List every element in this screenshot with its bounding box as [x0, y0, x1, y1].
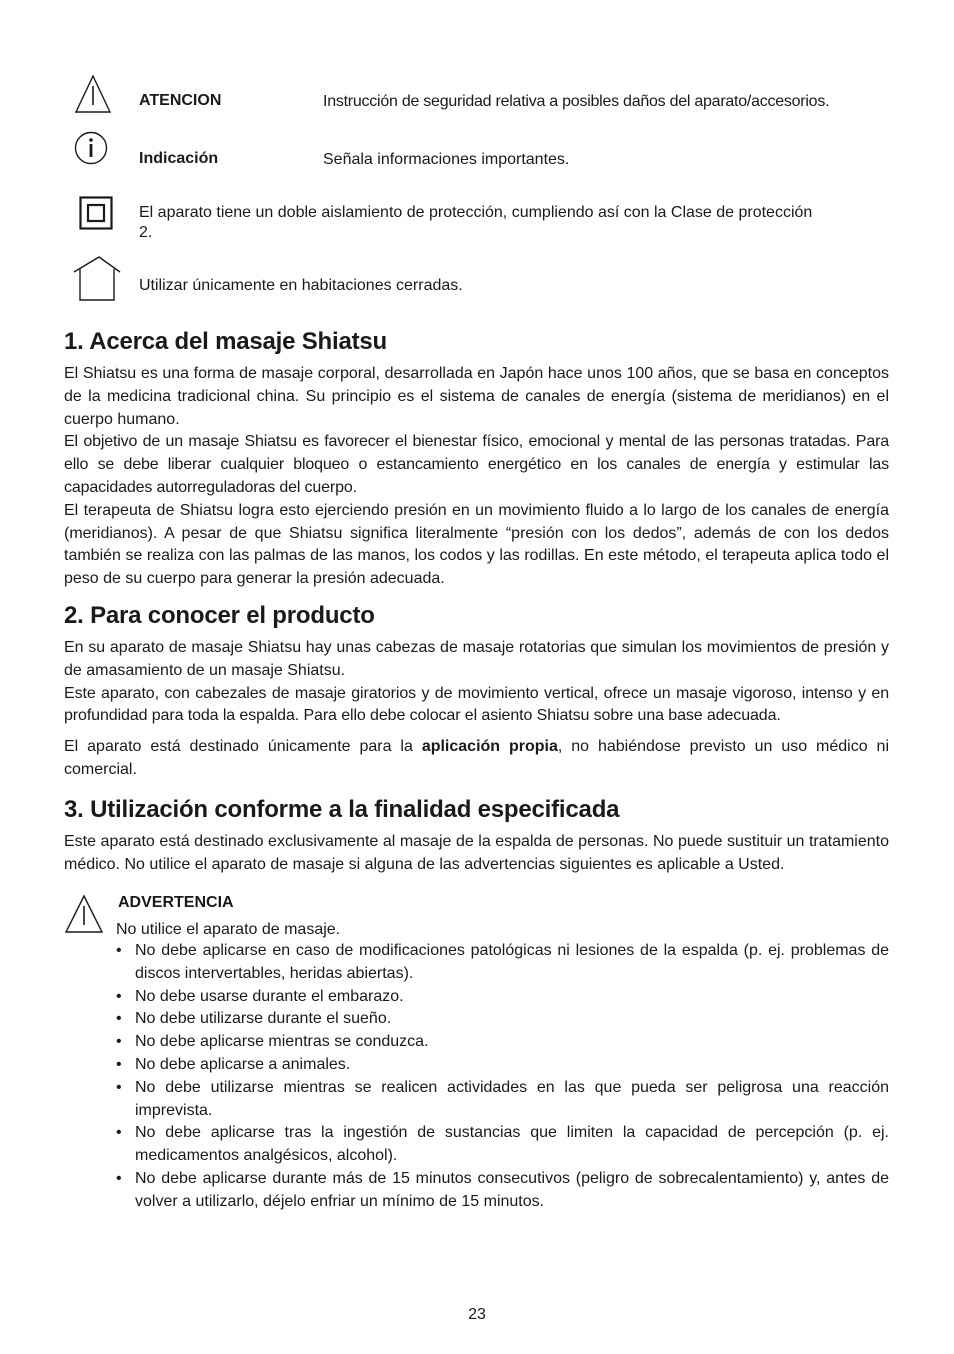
warning-list — [116, 940, 889, 1214]
section-1-body — [64, 363, 889, 591]
warning-list-item: • No debe utilizarse mientras se realicen actividades en las que pueda ser peligrosa una reacción imprevista. — [116, 1077, 889, 1123]
warning-list-item: • No debe aplicarse mientras se conduzca. — [116, 1031, 889, 1054]
section-1-heading: 1. Acerca del masaje Shiatsu — [64, 328, 388, 355]
warning-triangle-icon — [74, 74, 112, 114]
section-1-paragraph: El Shiatsu es una forma de masaje corporal, desarrollada en Japón hace unos 100 años, que se basa en conceptos de la medicina tradicional china. Su principio es el sistema de canales de energía (sistema de meridianos) en el cuerpo humano. — [64, 365, 889, 428]
warning-title: ADVERTENCIA — [118, 894, 234, 911]
section-2-body — [64, 637, 889, 782]
usage-text-before: El aparato está destinado únicamente para la — [64, 738, 422, 756]
section-3-body — [64, 831, 889, 877]
warning-list-item: • No debe usarse durante el embarazo. — [116, 986, 889, 1009]
warning-list-item: • No debe utilizarse durante el sueño. — [116, 1008, 889, 1031]
warning-list-item: • No debe aplicarse durante más de 15 minutos consecutivos (peligro de sobrecalentamiento) y, antes de volver a utilizarlo, déjelo enfriar un mínimo de 15 minutos. — [116, 1168, 889, 1214]
usage-text-bold: aplicación propia — [421, 738, 558, 756]
indoor-house-text: Utilizar únicamente en habitaciones cerradas. — [139, 277, 463, 294]
indicacion-text: Señala informaciones importantes. — [323, 151, 570, 168]
section-1-paragraph: El terapeuta de Shiatsu logra esto ejerciendo presión en un movimiento fluido a lo largo de los canales de energía (meridianos). A pesar de que Shiatsu significa literalmente “presión con los dedos”, además de con los dedos también se realiza con las palmas de las manos, los codos y las rodillas. En este método, el terapeuta aplica todo el peso de su cuerpo para generar la presión adecuada. — [64, 501, 889, 588]
double-insulation-icon — [79, 196, 113, 230]
warning-triangle-icon — [64, 894, 104, 934]
atencion-label: ATENCION — [139, 92, 222, 109]
warning-list-item: • No debe aplicarse a animales. — [116, 1054, 889, 1077]
page-number: 23 — [468, 1306, 486, 1323]
section-1-paragraph: El objetivo de un masaje Shiatsu es favorecer el bienestar físico, emocional y mental de las personas tratadas. Para ello se debe liberar cualquier bloqueo o estancamiento energético en los canales de energía y estimular las capacidades autorreguladoras del cuerpo. — [64, 433, 889, 496]
section-2-heading: 2. Para conocer el producto — [64, 602, 375, 629]
section-2-paragraph: En su aparato de masaje Shiatsu hay unas cabezas de masaje rotatorias que simulan los movimientos de presión y de amasamiento de un masaje Shiatsu. — [64, 639, 889, 679]
warning-list-item: • No debe aplicarse tras la ingestión de sustancias que limiten la capacidad de percepción (p. ej. medicamentos analgésicos, alcohol). — [116, 1122, 889, 1168]
info-circle-icon — [74, 131, 108, 165]
section-3-heading: 3. Utilización conforme a la finalidad especificada — [64, 796, 620, 823]
warning-list-item: • No debe aplicarse en caso de modificaciones patológicas ni lesiones de la espalda (p. ej. problemas de discos intervertables, heridas abiertas). — [116, 940, 889, 986]
warning-intro: No utilice el aparato de masaje. — [116, 921, 341, 938]
usage-text-after: , no habiéndose previsto un uso médico ni comercial. — [64, 738, 890, 778]
section-3-paragraph: Este aparato está destinado exclusivamente al masaje de la espalda de personas. No puede sustituir un tratamiento médico. No utilice el aparato de masaje si alguna de las advertencias siguientes es aplicable a Usted. — [64, 833, 889, 873]
indoor-house-icon — [72, 256, 122, 302]
indicacion-label: Indicación — [139, 150, 219, 167]
atencion-text: Instrucción de seguridad relativa a posibles daños del aparato/accesorios. — [323, 93, 830, 110]
double-insulation-text: El aparato tiene un doble aislamiento de protección, cumpliendo así con la Clase de protección 2. — [139, 204, 813, 241]
section-2-paragraph: Este aparato, con cabezales de masaje giratorios y de movimiento vertical, ofrece un masaje vigoroso, intenso y en profundidad para toda la espalda. Para ello debe colocar el asiento Shiatsu sobre una base adecuada. — [64, 684, 889, 725]
section-2-usage-paragraph — [64, 736, 889, 782]
